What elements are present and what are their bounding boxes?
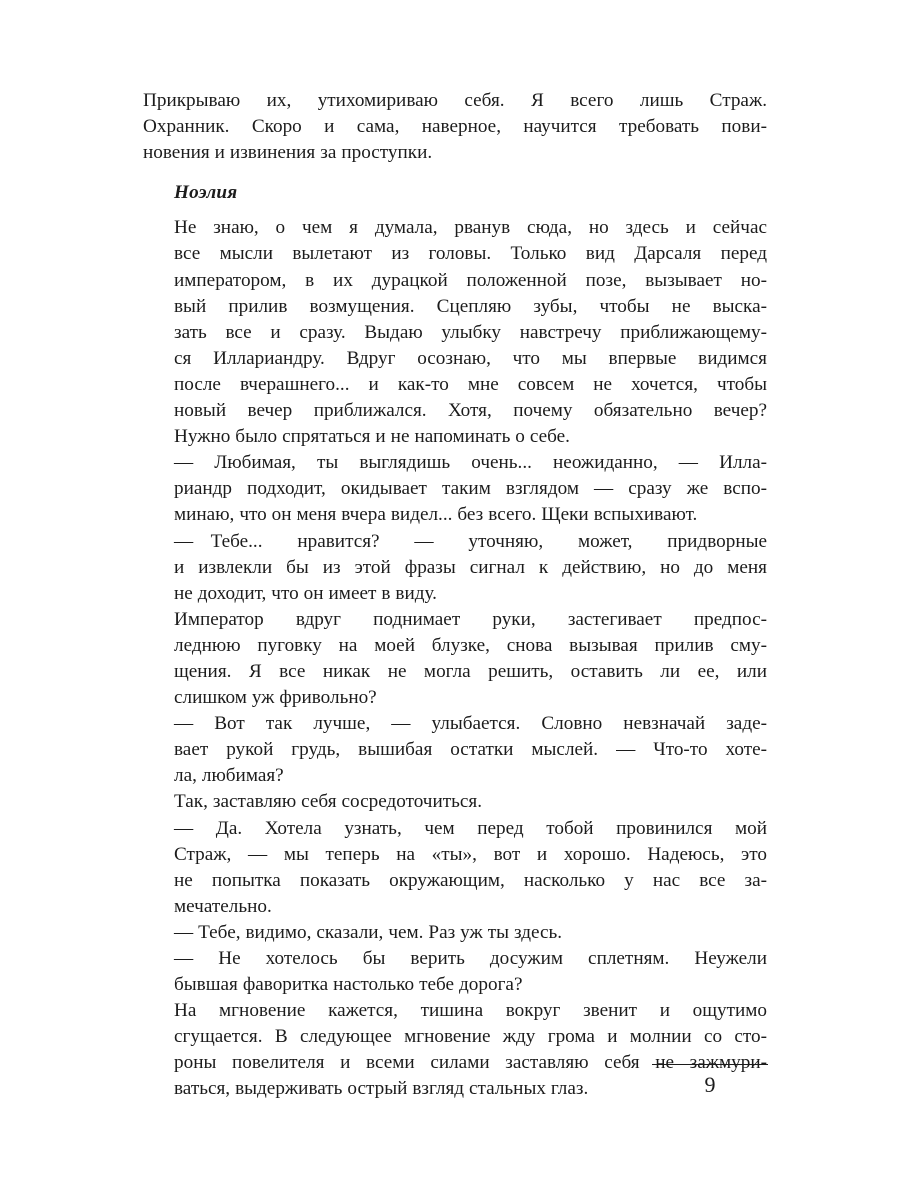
text-line: ваться, выдерживать острый взгляд стальных глаз. <box>174 1078 589 1100</box>
text-line: Страж, — мы теперь на «ты», вот и хорошо. Надеюсь, это <box>174 843 767 865</box>
text-line: ся Иллариандру. Вдруг осознаю, что мы впервые видимся <box>174 347 767 369</box>
text-line: — Любимая, ты выглядишь очень... неожиданно, — Илла- <box>174 452 767 474</box>
text-line: Так, заставляю себя сосредоточиться. <box>174 791 482 813</box>
text-line: роны повелителя и всеми силами заставляю себя не зажмури- <box>174 1052 767 1074</box>
text-line: Нужно было спрятаться и не напоминать о себе. <box>174 426 570 448</box>
text-line: щения. Я все никак не могла решить, оставить ли ее, или <box>174 660 767 682</box>
paragraph-tebe-nravitsya <box>143 529 767 607</box>
paragraph-tebe-vidimo <box>143 920 767 946</box>
page-footer <box>652 1064 768 1098</box>
text-line: все мысли вылетают из головы. Только вид Дарсаля перед <box>174 243 767 265</box>
text-line: вает рукой грудь, вышибая остатки мыслей. — Что-то хоте- <box>174 739 767 761</box>
paragraph-opening <box>143 88 767 166</box>
text-line: — Не хотелось бы верить досужим сплетням. Неужели <box>174 948 767 969</box>
text-line: слишком уж фривольно? <box>174 687 377 709</box>
text-line: императором, в их дурацкой положенной позе, вызывает но- <box>174 269 767 291</box>
section-heading: Ноэлия <box>174 182 238 204</box>
paragraph-da-hotela <box>143 816 767 920</box>
text-line: не попытка показать окружающим, насколько у нас все за- <box>174 869 767 891</box>
text-line: зать все и сразу. Выдаю улыбку навстречу приближающему- <box>174 321 767 343</box>
text-line: сгущается. В следующее мгновение жду грома и молнии со сто- <box>174 1026 767 1048</box>
paragraph-lyubimaya <box>143 450 767 528</box>
text-line: и извлекли бы из этой фразы сигнал к действию, но до меня <box>174 556 767 578</box>
text-line: мечательно. <box>174 895 272 917</box>
text-line: после вчерашнего... и как-то мне совсем не хочется, чтобы <box>174 373 767 395</box>
paragraph-tak-zastavlyayu <box>143 789 767 815</box>
text-line: новый вечер приближался. Хотя, почему обязательно вечер? <box>174 400 767 422</box>
text-line: бывшая фаворитка настолько тебе дорога? <box>174 974 523 996</box>
text-line: ла, любимая? <box>174 765 284 787</box>
paragraph-vot-tak-luchshe <box>143 711 767 789</box>
text-line: Император вдруг поднимает руки, застегивает предпос- <box>174 608 767 630</box>
text-line: леднюю пуговку на моей блузке, снова вызывая прилив сму- <box>174 634 767 656</box>
text-line: — Тебе... нравится? — уточняю, может, придворные <box>174 530 767 552</box>
paragraph-ne-hotelos <box>143 946 767 998</box>
text-line: новения и извинения за проступки. <box>143 142 433 164</box>
paragraph-imperator <box>143 607 767 711</box>
text-line: — Тебе, видимо, сказали, чем. Раз уж ты здесь. <box>174 921 563 943</box>
text-line: риандр подходит, окидывает таким взглядом — сразу же вспо- <box>174 478 767 500</box>
paragraph-ne-znayu <box>143 215 767 450</box>
text-line: Охранник. Скоро и сама, наверное, научится требовать пови- <box>143 116 767 138</box>
text-line: Не знаю, о чем я думала, рванув сюда, но здесь и сейчас <box>174 217 767 239</box>
text-line: Прикрываю их, утихомириваю себя. Я всего лишь Страж. <box>143 90 767 111</box>
text-line: — Да. Хотела узнать, чем перед тобой провинился мой <box>174 817 767 839</box>
text-column <box>143 88 767 1103</box>
text-line: На мгновение кажется, тишина вокруг звенит и ощутимо <box>174 1000 767 1022</box>
text-line: минаю, что он меня вчера видел... без всего. Щеки вспыхивают. <box>174 504 698 526</box>
text-line: не доходит, что он имеет в виду. <box>174 582 437 604</box>
text-line: — Вот так лучше, — улыбается. Словно невзначай заде- <box>174 713 767 735</box>
page-number: 9 <box>704 1072 716 1097</box>
text-line: вый прилив возмущения. Сцепляю зубы, чтобы не выска- <box>174 295 767 317</box>
